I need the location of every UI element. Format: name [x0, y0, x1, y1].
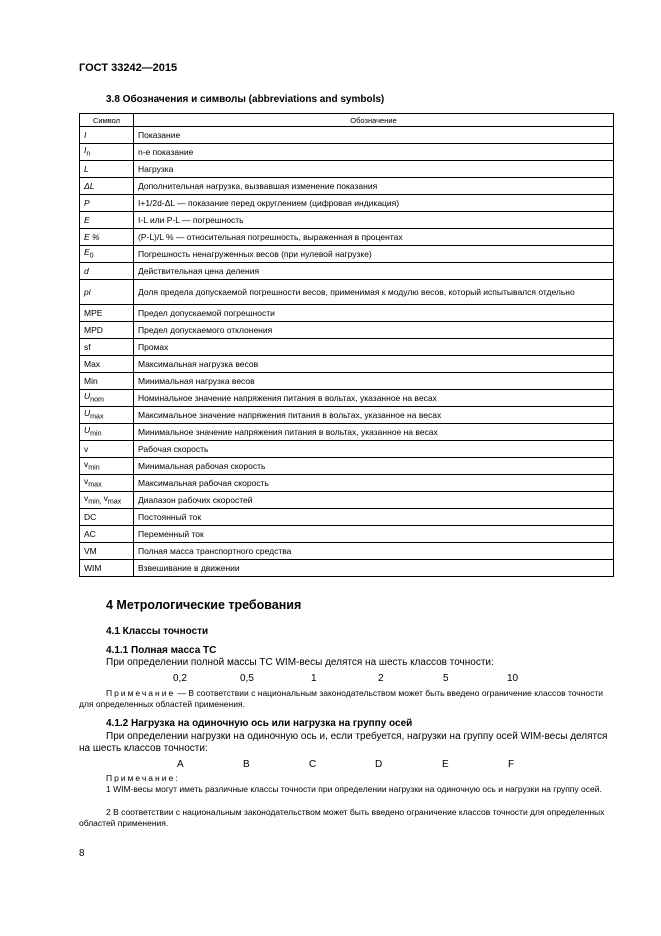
symbol-text: WIM — [84, 563, 102, 573]
symbol-cell — [80, 492, 134, 509]
column-header-symbol: Символ — [80, 114, 134, 127]
symbol-text: v — [84, 459, 89, 470]
symbol-cell — [80, 144, 134, 161]
meaning-cell: I+1/2d-ΔL — показание перед округлением (цифровая индикация) — [134, 195, 614, 212]
table-row — [80, 407, 614, 424]
meaning-cell: Полная масса транспортного средства — [134, 543, 614, 560]
symbol-cell — [80, 246, 134, 263]
table-row — [80, 373, 614, 390]
accuracy-class: 10 — [507, 673, 519, 684]
table-row — [80, 475, 614, 492]
symbol-text: v — [84, 476, 89, 487]
table-row — [80, 356, 614, 373]
table-row — [80, 161, 614, 178]
symbol-subscript: max — [90, 412, 104, 421]
section-3-8-title: 3.8 Обозначения и символы (abbreviations and symbols) — [106, 94, 385, 105]
section-4-1-title: 4.1 Классы точности — [106, 626, 209, 637]
symbol-cell — [80, 475, 134, 492]
meaning-cell: Минимальное значение напряжения питания в вольтах, указанное на весах — [134, 424, 614, 441]
symbol-cell — [80, 356, 134, 373]
table-row — [80, 441, 614, 458]
symbol-cell — [80, 305, 134, 322]
accuracy-class: 0,2 — [173, 673, 187, 684]
symbols-table — [79, 113, 614, 577]
meaning-cell: Рабочая скорость — [134, 441, 614, 458]
symbol-cell — [80, 229, 134, 246]
symbols-table-body — [80, 127, 614, 577]
symbol-text: I — [84, 130, 87, 140]
section-4-1-2-title: 4.1.2 Нагрузка на одиночную ось или нагрузка на группу осей — [106, 718, 413, 729]
document-header: ГОСТ 33242—2015 — [79, 62, 178, 74]
symbol-cell — [80, 373, 134, 390]
symbol-text: E — [84, 215, 90, 225]
meaning-cell: Минимальная рабочая скорость — [134, 458, 614, 475]
meaning-cell: Максимальная нагрузка весов — [134, 356, 614, 373]
meaning-cell: Действительная цена деления — [134, 263, 614, 280]
symbol-text: DC — [84, 512, 97, 522]
meaning-cell: Показание — [134, 127, 614, 144]
symbol-cell — [80, 407, 134, 424]
symbol-subscript: max — [107, 497, 122, 506]
symbol-text: E % — [84, 232, 100, 242]
symbol-cell — [80, 424, 134, 441]
table-row — [80, 263, 614, 280]
meaning-cell: I-L или P-L — погрешность — [134, 212, 614, 229]
symbol-cell — [80, 195, 134, 212]
meaning-cell: Минимальная нагрузка весов — [134, 373, 614, 390]
symbol-cell — [80, 161, 134, 178]
symbol-subscript: 0 — [89, 251, 94, 260]
symbol-text: VM — [84, 546, 97, 556]
accuracy-class: E — [442, 759, 449, 770]
symbol-text: v — [84, 444, 89, 454]
symbol-cell — [80, 212, 134, 229]
symbol-subscript: nom — [90, 395, 104, 404]
table-row — [80, 509, 614, 526]
symbol-text: d — [84, 266, 89, 276]
symbol-cell — [80, 390, 134, 407]
meaning-cell: Предел допускаемой погрешности — [134, 305, 614, 322]
table-row — [80, 305, 614, 322]
accuracy-class: 5 — [443, 673, 449, 684]
meaning-cell: (P-L)/L % — относительная погрешность, выраженная в процентах — [134, 229, 614, 246]
section-4-1-1-text: При определении полной массы ТС WIM-весы делятся на шесть классов точности: — [106, 657, 494, 668]
symbol-text: Min — [84, 376, 98, 386]
accuracy-class: A — [177, 759, 184, 770]
table-row — [80, 127, 614, 144]
symbol-text: L — [84, 164, 89, 174]
meaning-cell: Диапазон рабочих скоростей — [134, 492, 614, 509]
meaning-cell: Доля предела допускаемой погрешности весов, применимая к модулю весов, который испытывался отдельно — [134, 280, 614, 305]
table-row — [80, 195, 614, 212]
symbol-text: pi — [84, 287, 91, 297]
table-row — [80, 543, 614, 560]
symbol-cell — [80, 560, 134, 577]
symbol-text: E — [84, 247, 90, 258]
section-4-title: 4 Метрологические требования — [106, 598, 302, 612]
symbol-subscript: min — [88, 463, 100, 472]
meaning-cell: Промах — [134, 339, 614, 356]
symbol-subscript: max — [88, 480, 102, 489]
symbol-text: sf — [84, 342, 91, 352]
symbol-text: v — [103, 493, 108, 504]
table-row — [80, 178, 614, 195]
meaning-cell: Взвешивание в движении — [134, 560, 614, 577]
meaning-cell: Максимальное значение напряжения питания в вольтах, указанное на весах — [134, 407, 614, 424]
note-label: Примечание — [106, 688, 176, 698]
symbol-subscript: n — [86, 149, 91, 158]
table-row — [80, 144, 614, 161]
symbol-text: MPD — [84, 325, 103, 335]
symbol-text: U — [84, 425, 91, 436]
section-4-1-2-note-label: Примечание: — [106, 773, 180, 783]
table-row — [80, 280, 614, 305]
meaning-cell: Погрешность ненагруженных весов (при нулевой нагрузке) — [134, 246, 614, 263]
symbol-cell — [80, 263, 134, 280]
section-4-1-2-note-1: 1 WIM-весы могут иметь различные классы точности при определении нагрузки на одиночную ось и нагрузки на группу осей. — [106, 784, 602, 794]
column-header-meaning: Обозначение — [134, 114, 614, 127]
accuracy-class: C — [309, 759, 317, 770]
symbol-text: Max — [84, 359, 101, 369]
meaning-cell: Дополнительная нагрузка, вызвавшая изменение показания — [134, 178, 614, 195]
meaning-cell: Постоянный ток — [134, 509, 614, 526]
symbol-cell — [80, 322, 134, 339]
note-text: — В соответствии с национальным законодательством может быть введено ограничение классов точности для определенных областей применения. — [79, 688, 604, 709]
meaning-cell: Нагрузка — [134, 161, 614, 178]
table-row — [80, 390, 614, 407]
symbol-text: ΔL — [84, 181, 95, 191]
table-row — [80, 526, 614, 543]
section-4-1-2-note-2: 2 В соответствии с национальным законодательством может быть введено ограничение классов точности для определенных областей применения. — [79, 807, 605, 828]
table-row — [80, 229, 614, 246]
table-row — [80, 339, 614, 356]
symbol-cell — [80, 458, 134, 475]
table-row — [80, 458, 614, 475]
meaning-cell: n-е показание — [134, 144, 614, 161]
symbol-text: AC — [84, 529, 96, 539]
meaning-cell: Номинальное значение напряжения питания в вольтах, указанное на весах — [134, 390, 614, 407]
symbol-text: v — [84, 493, 89, 504]
table-row — [80, 246, 614, 263]
symbol-subscript: min — [90, 429, 102, 438]
accuracy-class: 1 — [311, 673, 317, 684]
symbol-cell — [80, 339, 134, 356]
section-4-1-2-text: При определении нагрузки на одиночную ось и, если требуется, нагрузки на группу осей WIM-весы делятся на шесть классов точности: — [79, 731, 608, 754]
section-4-1-1-note — [79, 688, 614, 710]
symbol-text: P — [84, 198, 90, 208]
accuracy-class: 2 — [378, 673, 384, 684]
table-row — [80, 212, 614, 229]
symbol-subscript: min, — [88, 497, 104, 506]
table-header-row — [80, 114, 614, 127]
page-number: 8 — [79, 848, 85, 859]
table-row — [80, 322, 614, 339]
symbol-cell — [80, 543, 134, 560]
symbol-text: U — [84, 408, 91, 419]
table-row — [80, 492, 614, 509]
symbol-cell — [80, 526, 134, 543]
symbol-cell — [80, 441, 134, 458]
symbol-cell — [80, 280, 134, 305]
meaning-cell: Переменный ток — [134, 526, 614, 543]
accuracy-class: D — [375, 759, 383, 770]
section-4-1-1-title: 4.1.1 Полная масса ТС — [106, 645, 217, 656]
accuracy-class: 0,5 — [240, 673, 254, 684]
accuracy-class: F — [508, 759, 515, 770]
symbol-text: MPE — [84, 308, 103, 318]
symbol-text: I — [84, 145, 87, 156]
table-row — [80, 424, 614, 441]
symbol-cell — [80, 127, 134, 144]
symbol-cell — [80, 178, 134, 195]
symbol-text: U — [84, 391, 91, 402]
meaning-cell: Предел допускаемого отклонения — [134, 322, 614, 339]
symbol-cell — [80, 509, 134, 526]
meaning-cell: Максимальная рабочая скорость — [134, 475, 614, 492]
accuracy-class: B — [243, 759, 250, 770]
table-row — [80, 560, 614, 577]
